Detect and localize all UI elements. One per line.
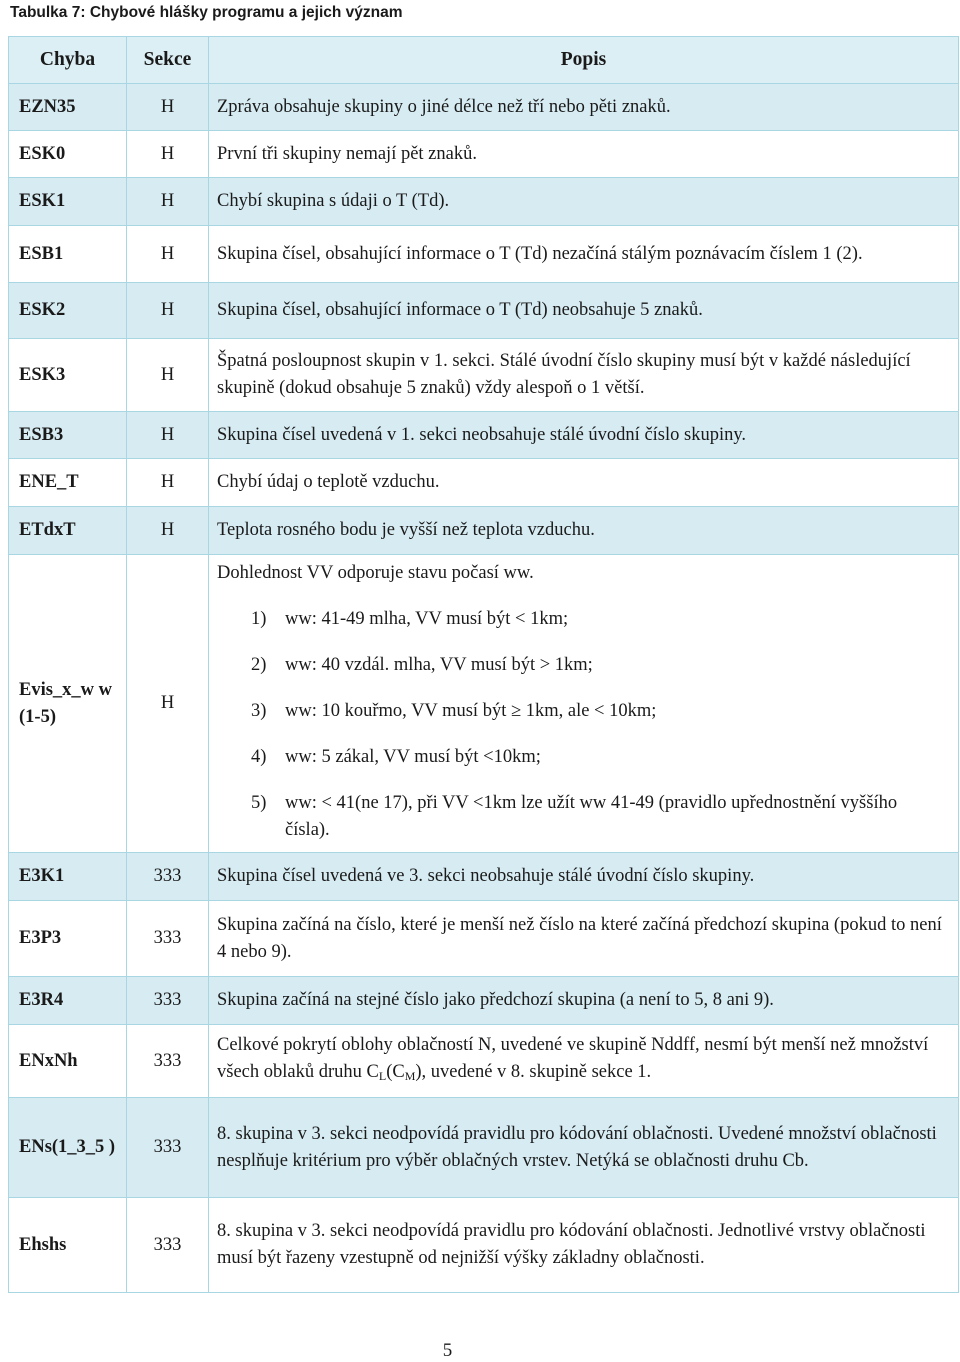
description-part: Celkové pokrytí oblohy oblačností N, uvedené ve skupině Nddff, nesmí být menší než množství všech oblaků druhu C: [217, 1035, 929, 1082]
list-text: ww: 41-49 mlha, VV musí být < 1km;: [285, 608, 569, 629]
error-section: H: [127, 283, 209, 339]
list-text: ww: 5 zákal, VV musí být <10km;: [285, 746, 541, 767]
error-code: E3K1: [9, 853, 127, 901]
error-description: Zpráva obsahuje skupiny o jiné délce než tří nebo pěti znaků.: [209, 84, 959, 131]
error-code: ENE_T: [9, 459, 127, 507]
list-number: 5): [251, 792, 267, 813]
condition-list: [217, 606, 944, 844]
error-description: [209, 555, 959, 853]
list-text: ww: 40 vzdál. mlha, VV musí být > 1km;: [285, 654, 593, 675]
error-description: Chybí skupina s údaji o T (Td).: [209, 178, 959, 226]
list-item: [217, 652, 944, 679]
error-code: ESK2: [9, 283, 127, 339]
description-part: (C: [386, 1062, 405, 1082]
error-code: Evis_x_w w (1-5): [9, 555, 127, 853]
error-description: Teplota rosného bodu je vyšší než teplota vzduchu.: [209, 507, 959, 555]
error-code: E3R4: [9, 977, 127, 1025]
table-row: [9, 507, 959, 555]
list-number: 3): [251, 700, 267, 721]
header-description: Popis: [209, 37, 959, 84]
error-section: 333: [127, 1025, 209, 1098]
subscript: L: [378, 1069, 387, 1083]
error-description: Chybí údaj o teplotě vzduchu.: [209, 459, 959, 507]
error-section: 333: [127, 901, 209, 977]
error-section: H: [127, 339, 209, 412]
table-caption: Tabulka 7: Chybové hlášky programu a jejich význam: [10, 4, 403, 21]
error-section: 333: [127, 1098, 209, 1198]
table-row: [9, 339, 959, 412]
error-section: H: [127, 555, 209, 853]
error-description: Skupina čísel, obsahující informace o T (Td) nezačíná stálým poznávacím číslem 1 (2).: [209, 226, 959, 283]
error-code: ENxNh: [9, 1025, 127, 1098]
error-section: 333: [127, 1198, 209, 1293]
table-row: [9, 1198, 959, 1293]
error-section: 333: [127, 853, 209, 901]
error-description: 8. skupina v 3. sekci neodpovídá pravidlu pro kódování oblačnosti. Uvedené množství oblačnosti nesplňuje kritérium pro výběr oblačných vrstev. Netýká se oblačnosti druhu Cb.: [209, 1098, 959, 1198]
table-row: [9, 226, 959, 283]
error-description: Skupina začíná na číslo, které je menší než číslo na které začíná předchozí skupina (pokud to není 4 nebo 9).: [209, 901, 959, 977]
list-item: [217, 790, 944, 844]
error-description: [209, 1025, 959, 1098]
error-code: ESK1: [9, 178, 127, 226]
error-section: H: [127, 226, 209, 283]
table-row: [9, 555, 959, 853]
error-description: První tři skupiny nemají pět znaků.: [209, 131, 959, 178]
list-number: 1): [251, 608, 267, 629]
table-row: [9, 84, 959, 131]
error-section: H: [127, 459, 209, 507]
error-code: ESB3: [9, 412, 127, 459]
page-number: 5: [442, 1340, 453, 1361]
table-row: [9, 977, 959, 1025]
error-section: H: [127, 178, 209, 226]
error-description: 8. skupina v 3. sekci neodpovídá pravidlu pro kódování oblačnosti. Jednotlivé vrstvy oblačnosti musí být řazeny vzestupně od nejnižší výšky základny oblačnosti.: [209, 1198, 959, 1293]
list-number: 4): [251, 746, 267, 767]
error-section: H: [127, 412, 209, 459]
subscript: M: [404, 1069, 416, 1083]
list-item: [217, 744, 944, 771]
table-row: [9, 412, 959, 459]
error-code: E3P3: [9, 901, 127, 977]
table-row: [9, 853, 959, 901]
list-text: ww: 10 kouřmo, VV musí být ≥ 1km, ale < 10km;: [285, 700, 657, 721]
table-row: [9, 459, 959, 507]
table-row: [9, 131, 959, 178]
description-part: ), uvedené v 8. skupině sekce 1.: [415, 1062, 652, 1082]
error-code: ESK0: [9, 131, 127, 178]
header-section: Sekce: [127, 37, 209, 84]
description-intro: Dohlednost VV odporuje stavu počasí ww.: [217, 562, 534, 583]
error-code: EZN35: [9, 84, 127, 131]
table-row: [9, 178, 959, 226]
error-code: Ehshs: [9, 1198, 127, 1293]
error-description: Skupina začíná na stejné číslo jako předchozí skupina (a není to 5, 8 ani 9).: [209, 977, 959, 1025]
table-row: [9, 901, 959, 977]
error-code: ESB1: [9, 226, 127, 283]
error-code: ETdxT: [9, 507, 127, 555]
list-number: 2): [251, 654, 267, 675]
header-code: Chyba: [9, 37, 127, 84]
table-row: [9, 283, 959, 339]
error-description: Skupina čísel uvedená ve 3. sekci neobsahuje stálé úvodní číslo skupiny.: [209, 853, 959, 901]
error-section: H: [127, 507, 209, 555]
error-messages-table: [8, 36, 959, 1293]
error-section: H: [127, 84, 209, 131]
error-section: H: [127, 131, 209, 178]
error-code: ENs(1_3_5 ): [9, 1098, 127, 1198]
table-header-row: [9, 37, 959, 84]
table-row: [9, 1025, 959, 1098]
error-description: Skupina čísel uvedená v 1. sekci neobsahuje stálé úvodní číslo skupiny.: [209, 412, 959, 459]
table-row: [9, 1098, 959, 1198]
list-text: ww: < 41(ne 17), při VV <1km lze užít ww 41-49 (pravidlo upřednostnění vyššího čísla).: [285, 792, 898, 840]
error-description: Špatná posloupnost skupin v 1. sekci. Stálé úvodní číslo skupiny musí být v každé následující skupině (dokud obsahuje 5 znaků) vždy alespoň o 1 větší.: [209, 339, 959, 412]
list-item: [217, 606, 944, 633]
error-description: Skupina čísel, obsahující informace o T (Td) neobsahuje 5 znaků.: [209, 283, 959, 339]
error-code: ESK3: [9, 339, 127, 412]
list-item: [217, 698, 944, 725]
error-section: 333: [127, 977, 209, 1025]
